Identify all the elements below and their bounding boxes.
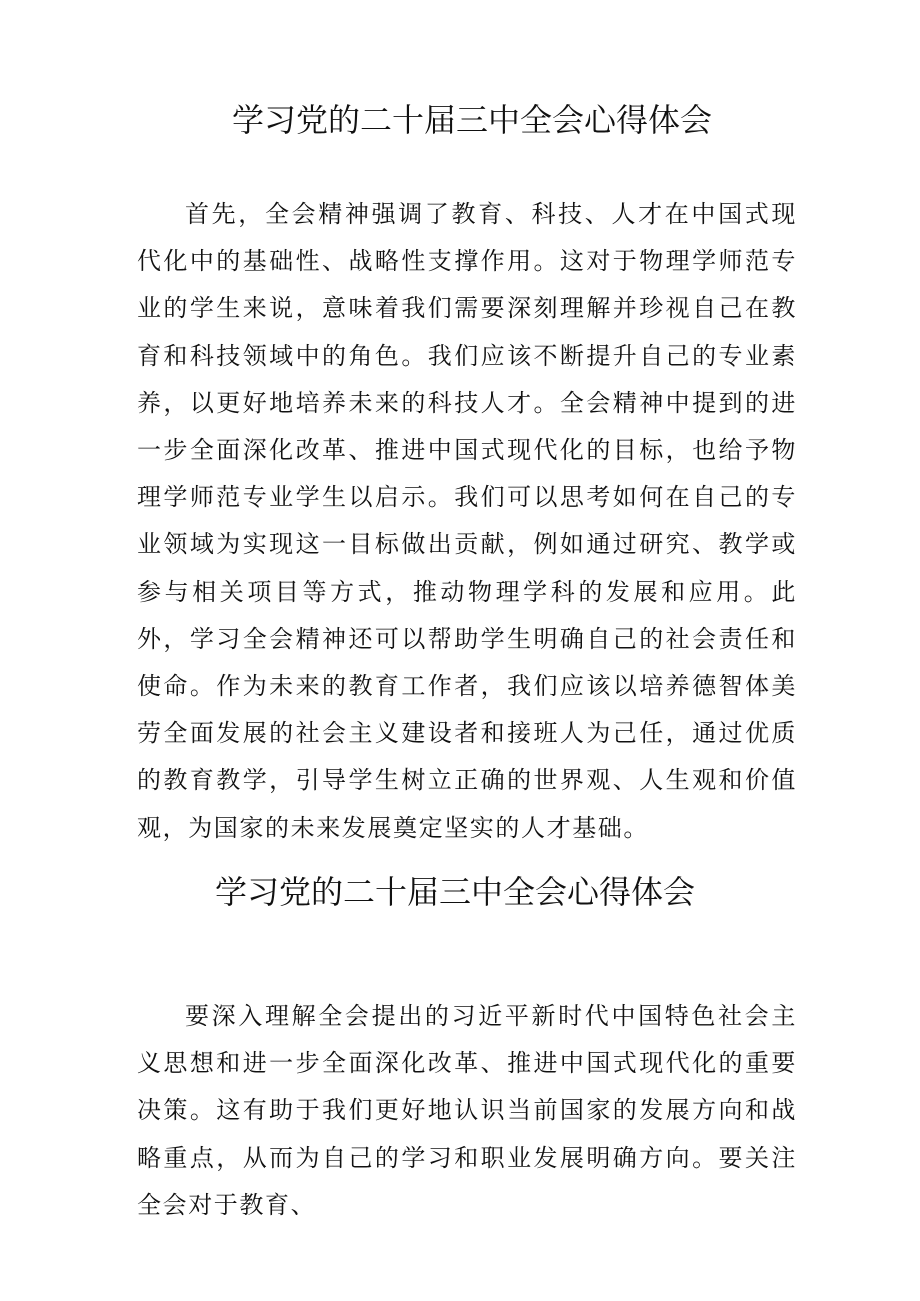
section-paragraph: 要深入理解全会提出的习近平新时代中国特色社会主义思想和进一步全面深化改革、推进中国式现代化的重要决策。这有助于我们更好地认识当前国家的发展方向和战略重点，从而为自己的学习和职业发展明确方向。要关注全会对于教育、	[137, 1002, 797, 1219]
section-paragraph: 首先，全会精神强调了教育、科技、人才在中国式现代化中的基础性、战略性支撑作用。这对于物理学师范专业的学生来说，意味着我们需要深刻理解并珍视自己在教育和科技领域中的角色。我们应该不断提升自己的专业素养，以更好地培养未来的科技人才。全会精神中提到的进一步全面深化改革、推进中国式现代化的目标，也给予物理学师范专业学生以启示。我们可以思考如何在自己的专业领域为实现这一目标做出贡献，例如通过研究、教学或参与相关项目等方式，推动物理学科的发展和应用。此外，学习全会精神还可以帮助学生明确自己的社会责任和使命。作为未来的教育工作者，我们应该以培养德智体美劳全面发展的社会主义建设者和接班人为己任，通过优质的教育教学，引导学生树立正确的世界观、人生观和价值观，为国家的未来发展奠定坚实的人才基础。	[137, 200, 797, 842]
section-title: 学习党的二十届三中全会心得体会	[214, 873, 695, 911]
section-1	[137, 100, 797, 852]
section-2	[137, 872, 797, 1229]
section-title: 学习党的二十届三中全会心得体会	[231, 101, 712, 139]
